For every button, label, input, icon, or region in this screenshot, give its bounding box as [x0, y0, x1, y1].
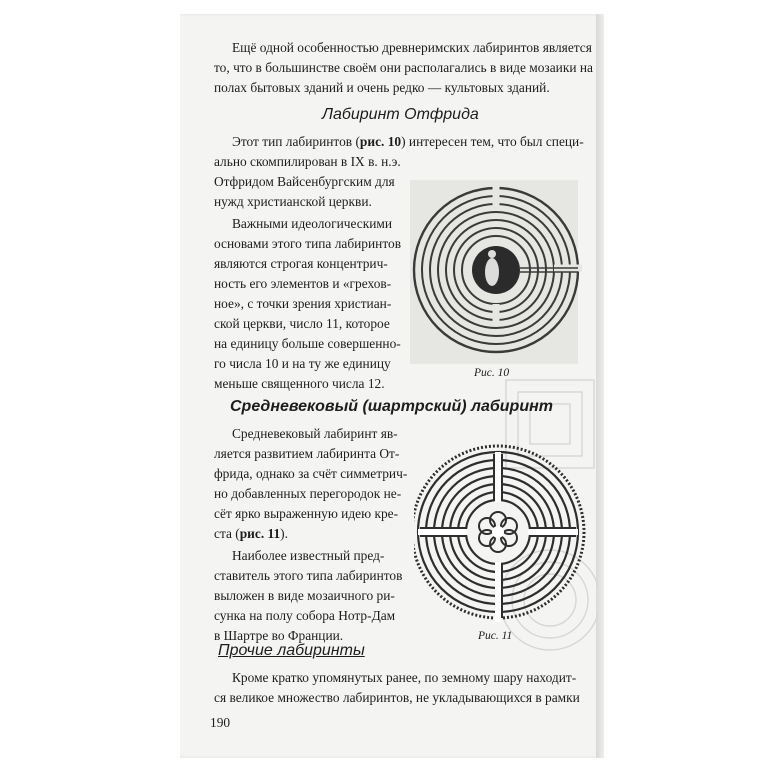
other-line: Кроме кратко упомянутых ранее, по земному шару находит-: [232, 670, 577, 685]
otfrid-labyrinth-figure: [406, 174, 582, 370]
otfrid-line: основами этого типа лабиринтов: [214, 236, 402, 251]
section-heading-otfrid: Лабиринт Отфрида: [322, 106, 479, 123]
chartres-line: сёт ярко выраженную идею кре-: [214, 506, 399, 521]
chartres-line: ляется развитием лабиринта От-: [214, 446, 400, 461]
figure-caption-11: Рис. 11: [478, 630, 513, 642]
chartres-line-last: [214, 524, 288, 544]
section-heading-other: Прочие лабиринты: [218, 642, 365, 659]
chartres-line: Наиболее известный пред-: [232, 548, 385, 563]
chartres-line: ставитель этого типа лабиринтов: [214, 568, 403, 583]
otfrid-line: на единицу больше совершенно-: [214, 336, 401, 351]
otfrid-line-1-pre: Этот тип лабиринтов (: [232, 134, 360, 149]
chartres-line: фрида, однако за счёт симметрич-: [214, 466, 408, 481]
otfrid-line: ное», с точки зрения христиан-: [214, 296, 392, 311]
otfrid-line: меньше священного числа 12.: [214, 376, 385, 391]
chartres-line: выложен в виде мозаичного ри-: [214, 588, 395, 603]
otfrid-line: ально скомпилирован в IX в. н.э.: [214, 154, 401, 169]
otfrid-line: Важными идеологическими: [232, 216, 393, 231]
otfrid-line: Отфридом Вайсенбургским для: [214, 174, 395, 189]
chartres-line: в Шартре во Франции.: [214, 628, 344, 643]
chartres-line: сунка на полу собора Нотр-Дам: [214, 608, 396, 623]
chartres-line: но добавленных перегородок не-: [214, 486, 402, 501]
otfrid-line: ской церкви, число 11, которое: [214, 316, 390, 331]
otfrid-line: го числа 10 и на ту же единицу: [214, 356, 391, 371]
intro-line-2: то, что в большинстве своём они располагались в виде мозаики на: [214, 60, 593, 75]
other-line: ся великое множество лабиринтов, не укладывающихся в рамки: [214, 690, 580, 705]
chartres-last-post: ).: [280, 526, 288, 541]
figure-ref-11: рис. 11: [239, 526, 281, 541]
chartres-last-pre: ста (: [214, 526, 240, 541]
page-number: 190: [210, 715, 231, 730]
intro-line-3: полах бытовых зданий и очень редко — культовых зданий.: [214, 80, 550, 95]
figure-caption-10: Рис. 10: [474, 367, 510, 379]
otfrid-line-1-post: ) интересен тем, что был специ-: [401, 134, 584, 149]
chartres-line: Средневековый лабиринт яв-: [232, 426, 398, 441]
otfrid-line-1: [232, 132, 584, 152]
intro-line-1: Ещё одной особенностью древнеримских лабиринтов является: [232, 40, 592, 55]
chartres-labyrinth-figure: [414, 432, 586, 632]
otfrid-line: нужд христианской церкви.: [214, 194, 372, 209]
otfrid-line: являются строгая концентрич-: [214, 256, 388, 271]
otfrid-line: ность его элементов и «грехов-: [214, 276, 392, 291]
figure-ref-10: рис. 10: [359, 134, 402, 149]
section-heading-chartres: Средневековый (шартрский) лабиринт: [230, 398, 553, 415]
